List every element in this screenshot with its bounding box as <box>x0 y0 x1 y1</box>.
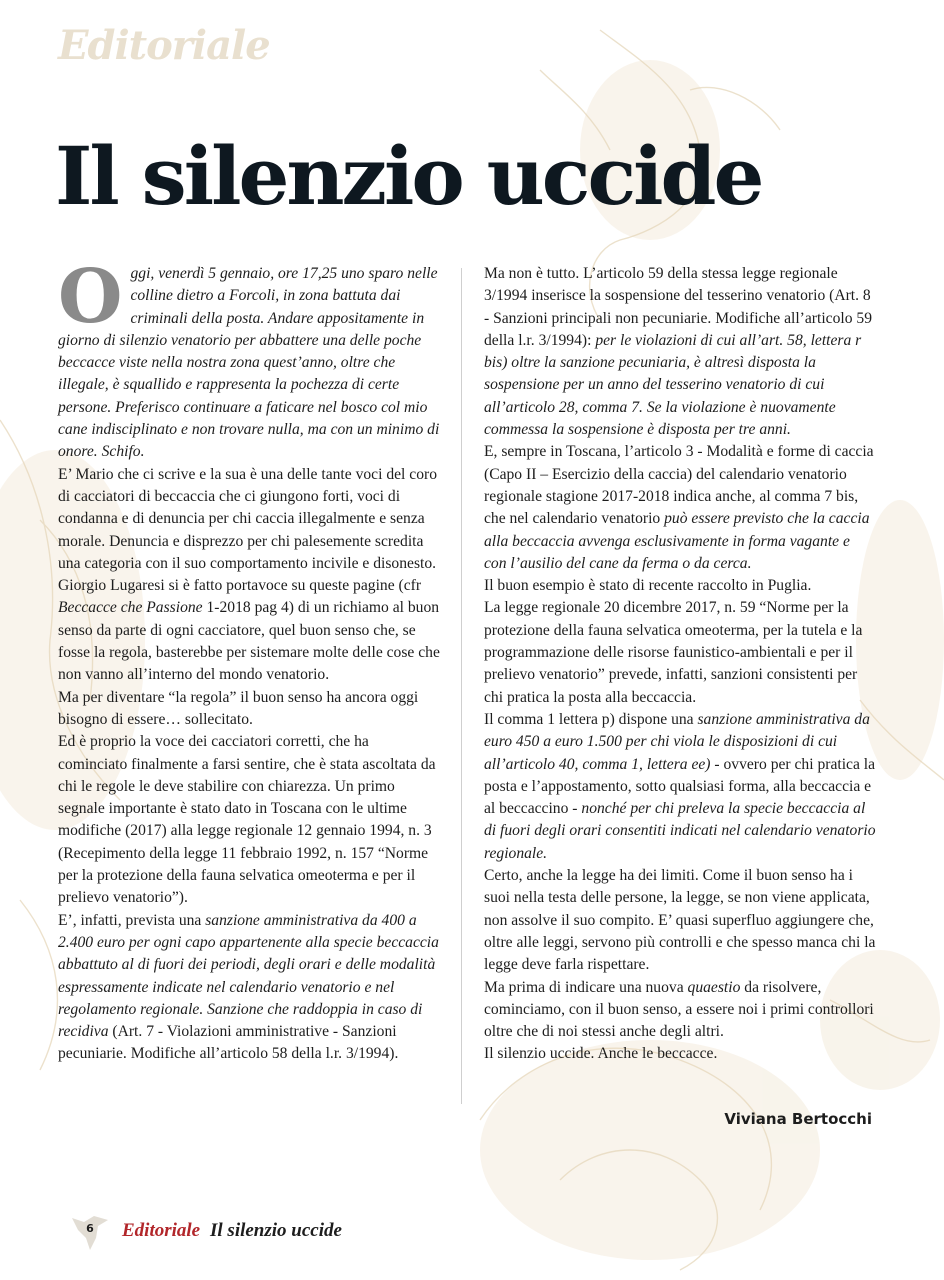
footer-title: Il silenzio uccide <box>210 1220 342 1241</box>
law-quote: può essere previsto che la caccia alla beccaccia avvenga esclusivamente in forma vagante e con l’ausilio del cane da ferma o da cerca. <box>484 510 870 572</box>
paragraph: E’ Mario che ci scrive e la sua è una delle tante voci del coro di cacciatori di beccaccia che ci giungono forti, voci di condanna e di denuncia per chi caccia illegalmente e senza morale. Denuncia e disprezzo per chi palesemente scredita una categoria con il suo comportamento incivile e disonesto. Giorgio Lugaresi si è fatto portavoce su queste pagine (cfr Beccacce che Passione 1-2018 pag 4) di un richiamo al buon senso da parte di ogni cacciatore, quel buon senso che, se fosse la regola, basterebbe per sistemare molte delle cose che non vanno all’interno del mondo venatorio. <box>58 465 440 684</box>
law-quote: sanzione amministrativa da euro 450 a euro 1.500 per chi viola le disposizioni di cui all’articolo 40, comma 1, lettera ee) <box>484 710 870 773</box>
law-quote: sanzione amministrativa da 400 a 2.400 euro per ogni capo appartenente alla specie beccaccia abbattuto al di fuori dei periodi, degli orari e delle modalità espressamente indicate nel calendario venatorio e nel regolamento regionale. Sanzione che raddoppia in caso di recidiva <box>58 911 439 1041</box>
paragraph: Certo, anche la legge ha dei limiti. Come il buon senso ha i suoi nella testa delle persone, la legge, se non viene applicata, non assolve il suo compito. E’ quasi superfluo aggiungere che, oltre alle leggi, servono più controlli e che spesso manca chi la legge deve farla rispettare. <box>484 867 876 974</box>
paragraph-closing: Il silenzio uccide. Anche le beccacce. <box>484 1045 718 1063</box>
article-left-column <box>58 254 441 1066</box>
paragraph: Ma per diventare “la regola” il buon senso ha ancora oggi bisogno di essere… sollecitato. <box>58 688 419 728</box>
magazine-title: Beccacce che Passione <box>58 599 203 617</box>
paragraph: Ma prima di indicare una nuova quaestio da risolvere, cominciamo, con il buon senso, a essere noi i primi controllori oltre che di noi stessi anche degli altri. <box>484 978 874 1041</box>
author-signature: Viviana Bertocchi <box>724 1110 872 1128</box>
intro-quote: ggi, venerdì 5 gennaio, ore 17,25 uno sparo nelle colline dietro a Forcoli, in zona battuta dai criminali della posta. Andare appositamente in giorno di silenzio venatorio per abbattere una delle poche beccacce viste nella nostra zona quest’anno, oltre che illegale, è squallido e rappresenta la pochezza di certe persone. Preferisco continuare a faticare nel bosco col mio cane indisciplinato e non trovare nulla, ma con un minimo di onore. Schifo. <box>58 265 440 461</box>
page-title: Il silenzio uccide <box>55 129 762 223</box>
article-right-column <box>484 263 876 1066</box>
paragraph: La legge regionale 20 dicembre 2017, n. 59 “Norme per la protezione della fauna selvatica omeoterma, per la tutela e la programmazione delle risorse faunistico-ambientali e per il prelievo venatorio” prevede, infatti, sanzioni consistenti per chi pratica la posta alla beccaccia. <box>484 599 863 706</box>
page-number: 6 <box>86 1222 94 1235</box>
drop-cap: O <box>58 254 123 340</box>
column-divider <box>461 268 462 1104</box>
latin-term: quaestio <box>687 978 741 996</box>
law-quote: per le violazioni di cui all’art. 58, lettera r bis) oltre la sanzione pecuniaria, è altresì disposta la sospensione per un anno del tesserino venatorio di cui all’articolo 28, comma 7. Se la violazione è nuovamente commessa la sospensione è disposta per tre anni. <box>484 331 862 439</box>
law-quote: nonché per chi preleva la specie beccaccia al di fuori degli orari consentiti indicati nel calendario venatorio regionale. <box>484 800 876 862</box>
paragraph: E’, infatti, prevista una sanzione amministrativa da 400 a 2.400 euro per ogni capo appartenente alla specie beccaccia abbattuto al di fuori dei periodi, degli orari e delle modalità espressamente indicate nel calendario venatorio e nel regolamento regionale. Sanzione che raddoppia in caso di recidiva (Art. 7 - Violazioni amministrative - Sanzioni pecuniarie. Modifiche all’articolo 58 della l.r. 3/1994). <box>58 911 439 1063</box>
paragraph: Il comma 1 lettera p) dispone una sanzione amministrativa da euro 450 a euro 1.500 per chi viola le disposizioni di cui all’articolo 40, comma 1, lettera ee) - ovvero per chi pratica la posta e l’appostamento, sotto qualsiasi forma, alla beccaccia e al beccaccino - nonché per chi preleva la specie beccaccia al di fuori degli orari consentiti indicati nel calendario venatorio regionale. <box>484 710 876 862</box>
footer-section-label: Editoriale <box>122 1220 201 1241</box>
paragraph: Ma non è tutto. L’articolo 59 della stessa legge regionale 3/1994 inserisce la sospensione del tesserino venatorio (Art. 8 - Sanzioni principali non pecuniarie. Modifiche all’articolo 59 della l.r. 3/1994): per le violazioni di cui all’art. 58, lettera r bis) oltre la sanzione pecuniaria, è altresì disposta la sospensione per un anno del tesserino venatorio di cui all’articolo 28, comma 7. Se la violazione è nuovamente commessa la sospensione è disposta per tre anni. <box>484 265 872 439</box>
paragraph: E, sempre in Toscana, l’articolo 3 - Modalità e forme di caccia (Capo II – Esercizio della caccia) del calendario venatorio regionale stagione 2017-2018 indica anche, al comma 7 bis, che nel calendario venatorio può essere previsto che la caccia alla beccaccia avvenga esclusivamente in forma vagante e con l’ausilio del cane da ferma o da cerca. <box>484 443 874 572</box>
paragraph: Il buon esempio è stato di recente raccolto in Puglia. <box>484 577 812 595</box>
section-kicker: Editoriale <box>58 22 270 69</box>
page-footer <box>70 1212 470 1252</box>
paragraph: Ed è proprio la voce dei cacciatori corretti, che ha cominciato finalmente a farsi sentire, che è stata ascoltata da chi le regole le deve stabilire con chiarezza. Un primo segnale importante è stato dato in Toscana con le ultime modifiche (2017) alla legge regionale 12 gennaio 1994, n. 3 (Recepimento della legge 11 febbraio 1992, n. 157 “Norme per la protezione della fauna selvatica omeoterma e per il prelievo venatorio”). <box>58 733 436 907</box>
